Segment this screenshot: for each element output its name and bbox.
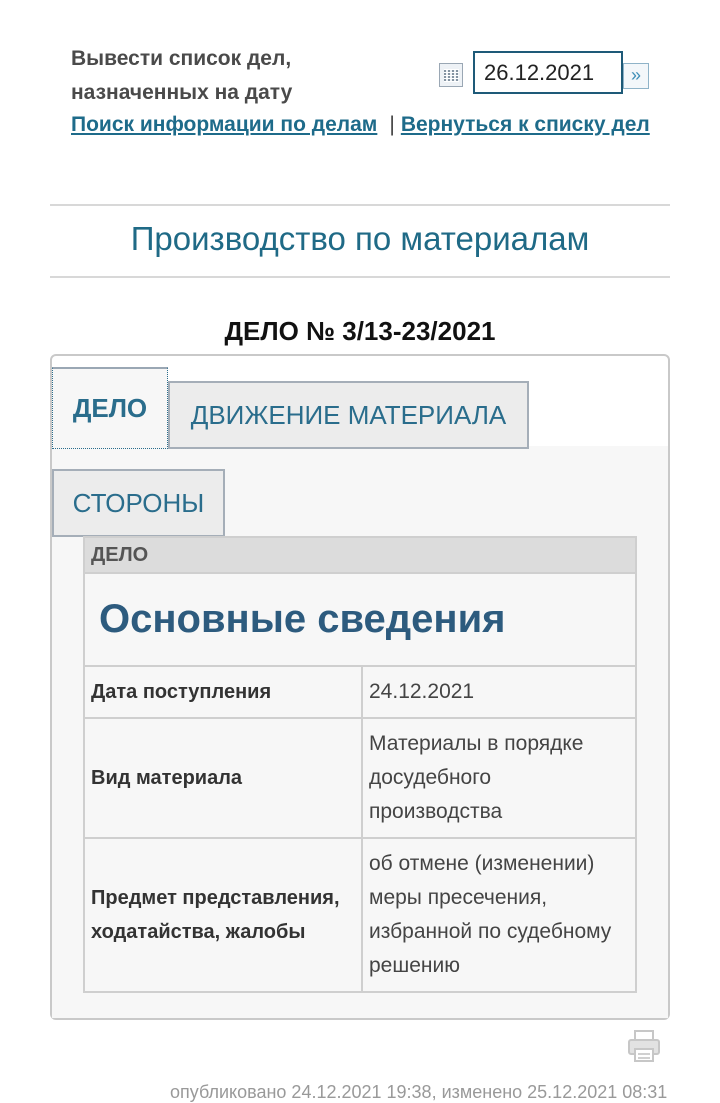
date-input[interactable] bbox=[473, 51, 623, 94]
case-details-table bbox=[83, 536, 637, 993]
table-row bbox=[84, 666, 636, 718]
printer-icon[interactable] bbox=[627, 1029, 661, 1063]
divider-top bbox=[50, 204, 670, 206]
nav-links bbox=[71, 108, 651, 142]
row-value-received-date: 24.12.2021 bbox=[362, 666, 636, 718]
row-value-subject: об отмене (изменении) меры пресечения, избранной по судебному решению bbox=[362, 838, 636, 992]
table-row bbox=[84, 838, 636, 992]
search-cases-link[interactable]: Поиск информации по делам bbox=[71, 113, 378, 136]
row-label-received-date: Дата поступления bbox=[84, 666, 362, 718]
tab-case[interactable]: ДЕЛО bbox=[52, 367, 168, 449]
link-separator: | bbox=[389, 113, 395, 136]
tab-parties[interactable]: СТОРОНЫ bbox=[52, 469, 225, 537]
details-heading: Основные сведения bbox=[84, 573, 636, 666]
details-header: ДЕЛО bbox=[84, 537, 636, 573]
tab-material-movement[interactable]: ДВИЖЕНИЕ МАТЕРИАЛА bbox=[168, 381, 529, 449]
row-label-material-type: Вид материала bbox=[84, 718, 362, 838]
row-value-material-type: Материалы в порядке досудебного производства bbox=[362, 718, 636, 838]
section-title: Производство по материалам bbox=[130, 220, 590, 257]
case-title: ДЕЛО № 3/13-23/2021 bbox=[224, 316, 496, 346]
double-chevron-right-icon[interactable]: » bbox=[623, 63, 649, 89]
table-row bbox=[84, 718, 636, 838]
back-to-list-link[interactable]: Вернуться к списку дел bbox=[400, 113, 650, 136]
divider-bottom bbox=[50, 276, 670, 278]
date-filter-label: Вывести список дел, назначенных на дату bbox=[71, 47, 293, 104]
row-label-subject: Предмет представления, ходатайства, жалобы bbox=[84, 838, 362, 992]
publication-meta: опубликовано 24.12.2021 19:38, изменено 25.12.2021 08:31 bbox=[170, 1082, 668, 1102]
calendar-icon[interactable] bbox=[439, 63, 463, 87]
